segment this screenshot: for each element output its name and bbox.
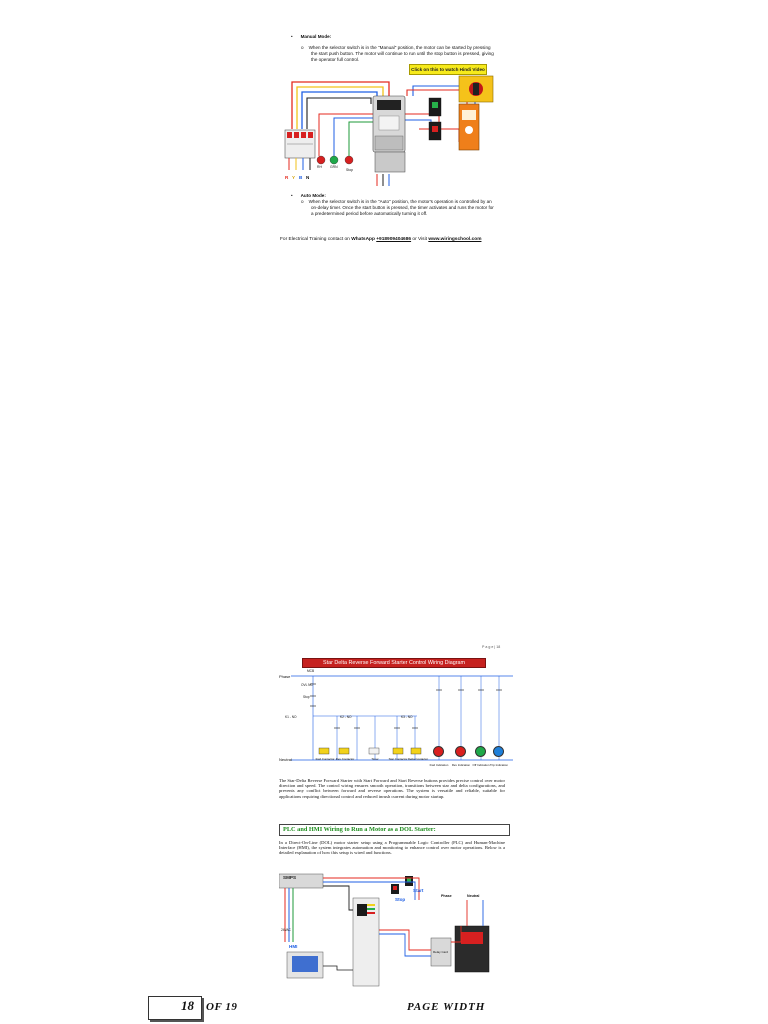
phase-label-n: N [306, 175, 310, 180]
lamp-label-fwd: Fwd Indication [429, 763, 449, 767]
phase-label-b: B [299, 175, 303, 180]
website-link[interactable]: www.wiringschool.com [428, 237, 482, 242]
manual-mode-text-row-1 [301, 45, 491, 51]
contact-prefix: For Electrical Training contact on [280, 237, 352, 242]
plc-hmi-wiring-diagram [279, 870, 507, 990]
mcb-label: MCB [307, 669, 315, 673]
manual-mode-text-1: When the selector switch is in the "Manual" position, the motor can be started by pressing [308, 45, 491, 50]
whatsapp-label: WhatsApp [351, 237, 375, 242]
red-lamp [317, 156, 325, 164]
auto-mode-heading-row [291, 193, 326, 199]
phase-label-y: Y [292, 175, 296, 180]
button-label-1: RH [317, 165, 322, 169]
bullet-icon: • [291, 193, 293, 198]
footer-document-title: PAGE WIDTH [407, 1001, 486, 1013]
current-page-number: 18 [181, 998, 194, 1013]
top-page [277, 27, 522, 259]
coil-label-star: Star Contactor [388, 757, 408, 761]
lamp-label-rev: Rev Indication [451, 763, 471, 767]
contact-line [280, 237, 520, 243]
green-lamp [330, 156, 338, 164]
indicator-lamp [493, 746, 504, 757]
k2-no-label: K2 - NO [340, 715, 352, 719]
phase-rail-label: Phase [279, 674, 291, 679]
start-button-label: Start [413, 888, 424, 893]
hindi-video-link-button[interactable]: Click on this to watch Hindi Video [409, 64, 487, 75]
smps-label: SMPS [283, 875, 297, 880]
auto-mode-text-1: When the selector switch is in the "Auto" position, the motor's operation is controlled by an [308, 199, 492, 204]
stop-button-icon [345, 156, 353, 164]
page-number-header: P a g e | 18 [482, 645, 501, 649]
hmi-label: HMI [289, 944, 298, 949]
lamp-label-trip: Trip Indication [489, 763, 509, 767]
k1-no-label: K1 - NO [285, 715, 297, 719]
lamp-label-off: Off Indication [472, 763, 490, 767]
voltage-label: 24VAC [281, 928, 291, 932]
plc-hmi-heading: PLC and HMI Wiring to Run a Motor as a DOL Starter: [279, 824, 510, 836]
coil-label-delta: Delta Contactor [407, 757, 429, 761]
button-label-3: Stop [346, 168, 353, 172]
manual-mode-text-3: the operator full control. [311, 57, 360, 62]
coil-label-rev: Rev Contactor [335, 757, 355, 761]
manual-mode-wiring-diagram [279, 74, 519, 186]
manual-mode-heading-row [291, 34, 331, 40]
bullet-icon: • [291, 34, 293, 39]
auto-mode-heading: Auto Mode: [300, 193, 326, 198]
auto-mode-text-2: on-delay timer. Once the start button is pressed, the timer activates and runs the motor for [311, 205, 494, 210]
indicator-lamp [475, 746, 486, 757]
page-count-text: OF 19 [206, 1001, 238, 1013]
bottom-page [277, 640, 522, 992]
star-delta-description-paragraph: The Star-Delta Reverse Forward Starter with Start Forward and Start Reverse buttons provides precise control over motor direction and speed. The control wiring ensures smooth operation, transitions between star and delta configurations, and prevents any conflict between forward and reverse operations. The system is versatile and reliable, suitable for applications requiring directional control and reduced inrush current during motor startup. [279, 778, 505, 799]
neutral-rail-label: Neutral [279, 757, 292, 762]
phase-label-r: R [285, 175, 289, 180]
auto-mode-text-3: a predetermined period before automatically turning it off. [311, 211, 428, 216]
whatsapp-phone-link[interactable]: +918909404686 [376, 237, 412, 242]
coil-label-fwd: Fwd Contactor [315, 757, 335, 761]
plc-hmi-description-paragraph: In a Direct-On-Line (DOL) motor starter setup using a Programmable Logic Controller (PLC) and Human-Machine Interface (HMI), the system integrates automation and monitoring to enhance control over motor operations. Below is a detailed explanation of how this setup is wired and functions. [279, 840, 505, 856]
manual-mode-heading: Manual Mode: [300, 34, 332, 39]
indicator-lamp [455, 746, 466, 757]
stop-button-label: Stop [395, 897, 406, 902]
indicator-lamp [433, 746, 444, 757]
k3-no-label: K3 - NO [401, 715, 413, 719]
stop-label: Stop [303, 695, 310, 699]
phase-label: Phase [441, 894, 452, 898]
relay-card-label: Relay Card [433, 950, 449, 954]
sub-bullet-icon: o [301, 45, 304, 50]
contact-or-visit: or Visit [411, 237, 429, 242]
diagram-title-banner: Star Delta Reverse Forward Starter Control Wiring Diagram [302, 658, 486, 668]
sub-bullet-icon: o [301, 199, 304, 204]
ovl-label: OVL NC [301, 683, 313, 687]
button-label-2: GRN [330, 165, 338, 169]
overload-relay [375, 152, 405, 172]
coil-label-timer: Timer [371, 757, 379, 761]
auto-mode-text-row-1 [301, 199, 492, 205]
manual-mode-text-2: the start push button. The motor will continue to run until the stop button is pressed, giving [311, 51, 494, 56]
neutral-label: Neutral [467, 894, 480, 898]
